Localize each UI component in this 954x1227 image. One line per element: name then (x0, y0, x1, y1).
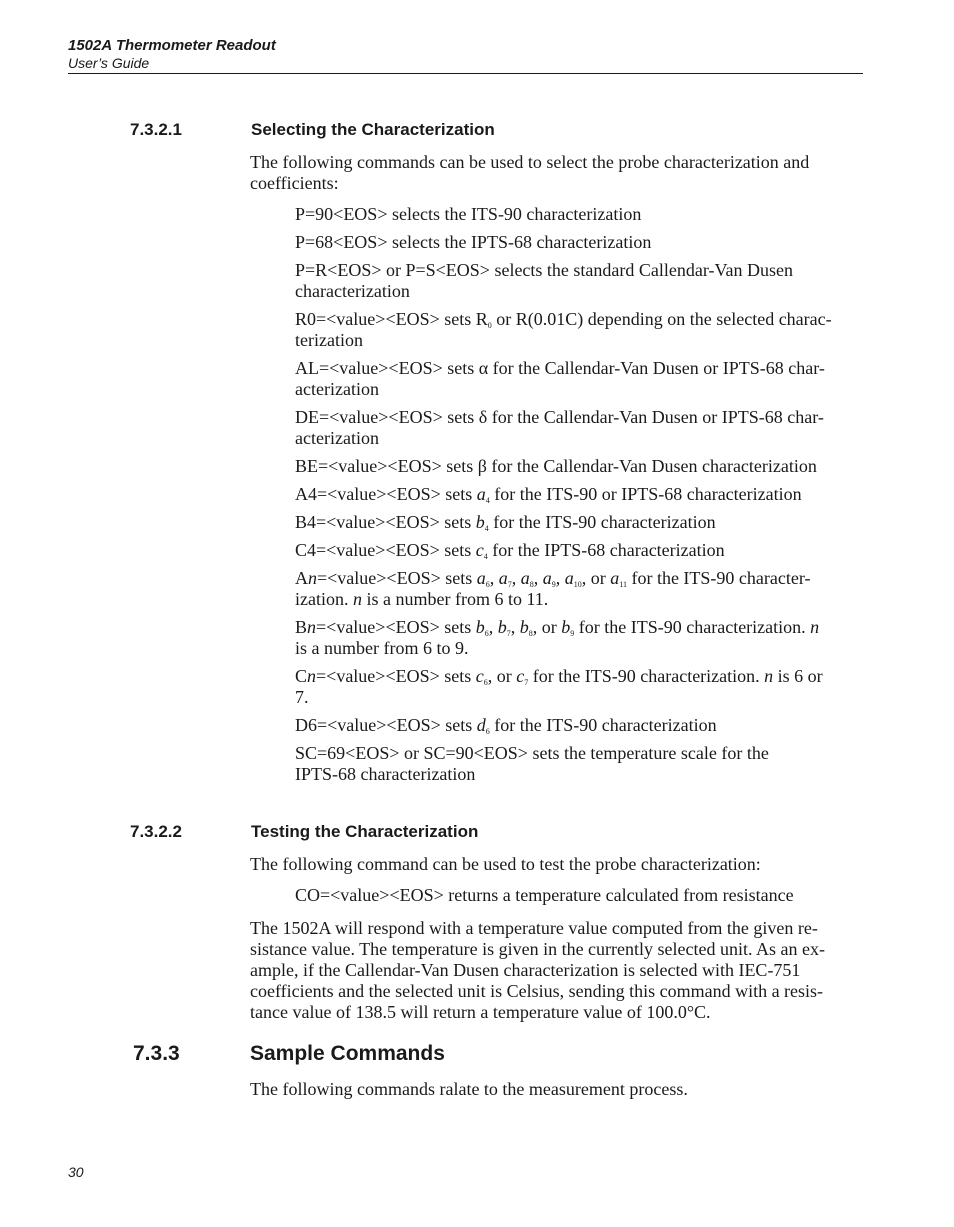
section-heading-733 (133, 1042, 863, 1066)
section-7322-body (250, 918, 862, 1023)
command-de: DE=<value><EOS> sets δ for the Callendar-Van Dusen or IPTS-68 char- acterization (295, 407, 824, 448)
command-bn: Bn=<value><EOS> sets $b_6$, $b_7$, $b_8$, or $b_9$ for the ITS-90 characterization. n is a number from 6 to 9. (295, 617, 820, 658)
section-title: Sample Commands (250, 1042, 445, 1065)
command-c4: C4=<value><EOS> sets $c_4$ for the IPTS-68 characterization (295, 540, 725, 561)
section-heading-7322 (130, 822, 863, 842)
section-heading-7321 (130, 120, 863, 140)
command-al: AL=<value><EOS> sets α for the Callendar-Van Dusen or IPTS-68 char- acterization (295, 358, 825, 399)
header-subtitle: User’s Guide (68, 55, 150, 71)
running-header (68, 37, 863, 71)
body-line: The 1502A will respond with a temperature value computed from the given re- (250, 918, 818, 938)
section-7321-intro (250, 152, 862, 194)
section-number: 7.3.3 (133, 1042, 180, 1065)
body-line: coefficients and the selected unit is Celsius, sending this command with a resis- (250, 981, 824, 1001)
command-a4: A4=<value><EOS> sets $a_4$ for the ITS-90 or IPTS-68 characterization (295, 484, 802, 505)
intro-line: The following commands can be used to select the probe characterization and (250, 152, 810, 172)
section-7322-intro: The following command can be used to test the probe characterization: (250, 854, 761, 874)
page-number: 30 (68, 1164, 84, 1180)
command-co: CO=<value><EOS> returns a temperature calculated from resistance (295, 885, 794, 905)
header-title: 1502A Thermometer Readout (68, 37, 276, 54)
command-d6: D6=<value><EOS> sets $d_6$ for the ITS-90 characterization (295, 715, 717, 736)
command-r0: R0=<value><EOS> sets $R_0$ or R(0.01C) depending on the selected charac- terization (295, 309, 832, 350)
command-list-characterization (295, 204, 863, 792)
command-an: An=<value><EOS> sets $a_6$, $a_7$, $a_8$, $a_9$, $a_{10}$, or $a_{11}$ for the ITS-90 character- ization. n is a number from 6 to 11. (295, 568, 811, 609)
section-733-intro: The following commands ralate to the measurement process. (250, 1079, 688, 1099)
command-cn: Cn=<value><EOS> sets $c_6$, or $c_7$ for the ITS-90 characterization. n is 6 or 7. (295, 666, 823, 707)
body-line: sistance value. The temperature is given in the currently selected unit. As an ex- (250, 939, 825, 959)
header-rule (68, 73, 863, 74)
body-line: tance value of 138.5 will return a temperature value of 100.0°C. (250, 1002, 711, 1022)
section-title: Selecting the Characterization (251, 120, 495, 139)
command-sc: SC=69<EOS> or SC=90<EOS> sets the temperature scale for the IPTS-68 characterization (295, 743, 769, 784)
command-pr-ps: P=R<EOS> or P=S<EOS> selects the standard Callendar-Van Dusen characterization (295, 260, 793, 301)
section-number: 7.3.2.1 (130, 120, 182, 139)
command-list-testing (295, 885, 863, 913)
section-number: 7.3.2.2 (130, 822, 182, 841)
body-line: ample, if the Callendar-Van Dusen characterization is selected with IEC-751 (250, 960, 801, 980)
section-title: Testing the Characterization (251, 822, 479, 841)
command-p90: P=90<EOS> selects the ITS-90 characterization (295, 204, 642, 224)
command-p68: P=68<EOS> selects the IPTS-68 characterization (295, 232, 652, 252)
command-b4: B4=<value><EOS> sets $b_4$ for the ITS-90 characterization (295, 512, 716, 533)
command-be: BE=<value><EOS> sets β for the Callendar-Van Dusen characterization (295, 456, 817, 476)
intro-line: coefficients: (250, 173, 339, 193)
